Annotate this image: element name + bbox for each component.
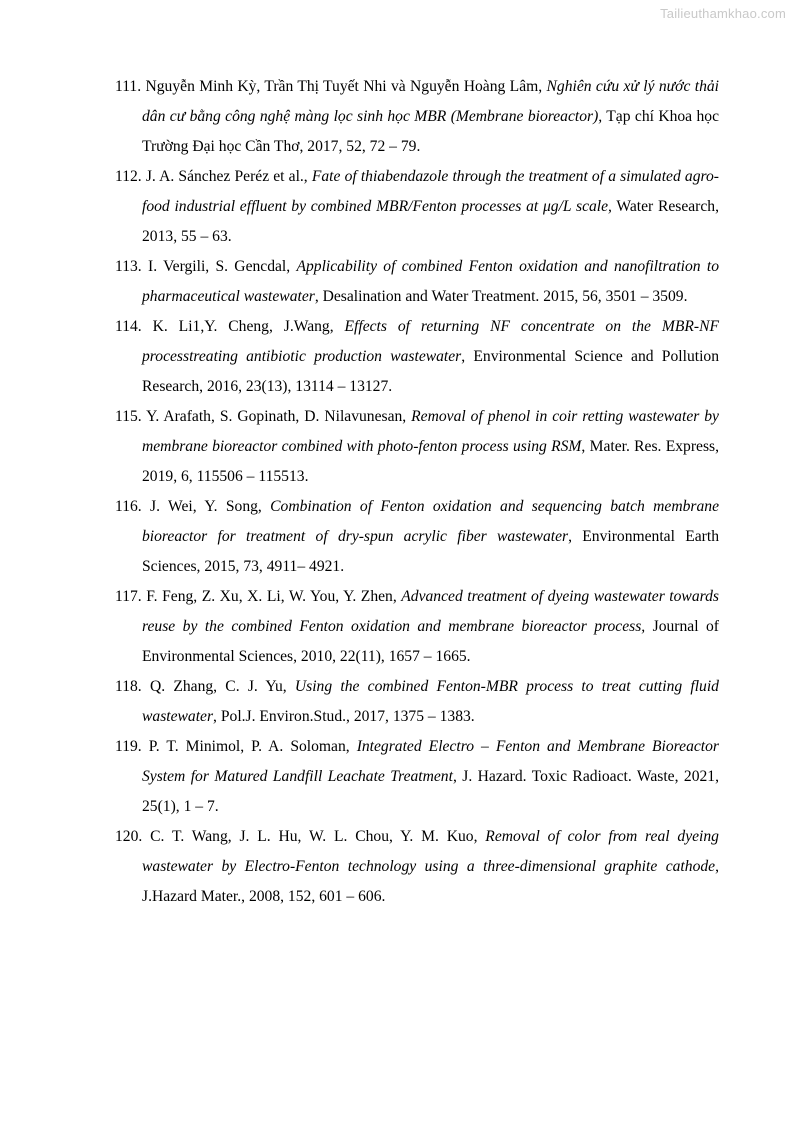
reference-title: Effects of returning NF concentrate on the MBR-NF processtreating antibiotic production wastewater (142, 318, 719, 365)
reference-number: 115. (115, 408, 142, 425)
reference-number: 118. (115, 678, 142, 695)
reference-number: 113. (115, 258, 142, 275)
reference-number: 119. (115, 738, 142, 755)
reference-item (115, 822, 719, 912)
reference-source: , Desalination and Water Treatment. 2015, 56, 3501 – 3509. (314, 288, 688, 305)
reference-source: Tạp chí Khoa học Trường Đại học Cần Thơ, 2017, 52, 72 – 79. (142, 108, 719, 155)
reference-authors: Y. Arafath, S. Gopinath, D. Nilavunesan, (146, 408, 412, 425)
reference-source: , J. Hazard. Toxic Radioact. Waste, 2021, 25(1), 1 – 7. (142, 768, 719, 815)
reference-item (115, 252, 719, 312)
reference-number: 120. (115, 828, 143, 845)
reference-authors: P. T. Minimol, P. A. Soloman, (148, 738, 357, 755)
reference-authors: Q. Zhang, C. J. Yu, (149, 678, 295, 695)
reference-number: 114. (115, 318, 142, 335)
reference-item (115, 732, 719, 822)
reference-number: 116. (115, 498, 142, 515)
reference-item (115, 312, 719, 402)
reference-item (115, 72, 719, 162)
reference-title: Integrated Electro – Fenton and Membrane Bioreactor System for Matured Landfill Leachate Treatment (142, 738, 719, 785)
reference-title: Removal of color from real dyeing wastewater by Electro-Fenton technology using a three-dimensional graphite cathode (142, 828, 719, 875)
reference-title: Applicability of combined Fenton oxidation and nanofiltration to pharmaceutical wastewater (142, 258, 719, 305)
reference-title: Removal of phenol in coir retting wastewater by membrane bioreactor combined with photo-fenton process using RSM (142, 408, 719, 455)
reference-source: , Pol.J. Environ.Stud., 2017, 1375 – 1383. (213, 708, 475, 725)
reference-authors: J. A. Sánchez Peréz et al., (145, 168, 312, 185)
reference-item (115, 402, 719, 492)
reference-title: Nghiên cứu xử lý nước thải dân cư bằng công nghệ màng lọc sinh học MBR (Membrane bioreactor), (142, 78, 719, 125)
reference-source: , Mater. Res. Express, 2019, 6, 115506 – 115513. (142, 438, 719, 485)
reference-source: , Environmental Earth Sciences, 2015, 73, 4911– 4921. (142, 528, 719, 575)
reference-title: Using the combined Fenton-MBR process to treat cutting fluid wastewater (142, 678, 719, 725)
reference-list (115, 72, 719, 912)
reference-authors: I. Vergili, S. Gencdal, (148, 258, 297, 275)
reference-authors: F. Feng, Z. Xu, X. Li, W. You, Y. Zhen, (146, 588, 402, 605)
reference-source: , Environmental Science and Pollution Research, 2016, 23(13), 13114 – 13127. (142, 348, 719, 395)
reference-item (115, 672, 719, 732)
reference-item (115, 492, 719, 582)
reference-source: Water Research, 2013, 55 – 63. (142, 198, 719, 245)
reference-item (115, 582, 719, 672)
reference-title: Advanced treatment of dyeing wastewater towards reuse by the combined Fenton oxidation and membrane bioreactor process, (142, 588, 719, 635)
reference-number: 112. (115, 168, 142, 185)
reference-title: Combination of Fenton oxidation and sequencing batch membrane bioreactor for treatment of dry-spun acrylic fiber wastewater (142, 498, 719, 545)
reference-authors: K. Li1,Y. Cheng, J.Wang, (152, 318, 345, 335)
reference-title: Fate of thiabendazole through the treatment of a simulated agro-food industrial effluent by combined MBR/Fenton processes at μg/L scale, (142, 168, 719, 215)
watermark: Tailieuthamkhao.com (660, 6, 786, 21)
reference-source: Journal of Environmental Sciences, 2010, 22(11), 1657 – 1665. (142, 618, 719, 665)
reference-source: , J.Hazard Mater., 2008, 152, 601 – 606. (142, 858, 719, 905)
reference-authors: C. T. Wang, J. L. Hu, W. L. Chou, Y. M. Kuo, (150, 828, 486, 845)
reference-authors: Nguyễn Minh Kỳ, Trần Thị Tuyết Nhi và Nguyễn Hoàng Lâm, (145, 78, 547, 95)
reference-number: 111. (115, 78, 142, 95)
reference-number: 117. (115, 588, 142, 605)
reference-authors: J. Wei, Y. Song, (150, 498, 271, 515)
reference-item (115, 162, 719, 252)
